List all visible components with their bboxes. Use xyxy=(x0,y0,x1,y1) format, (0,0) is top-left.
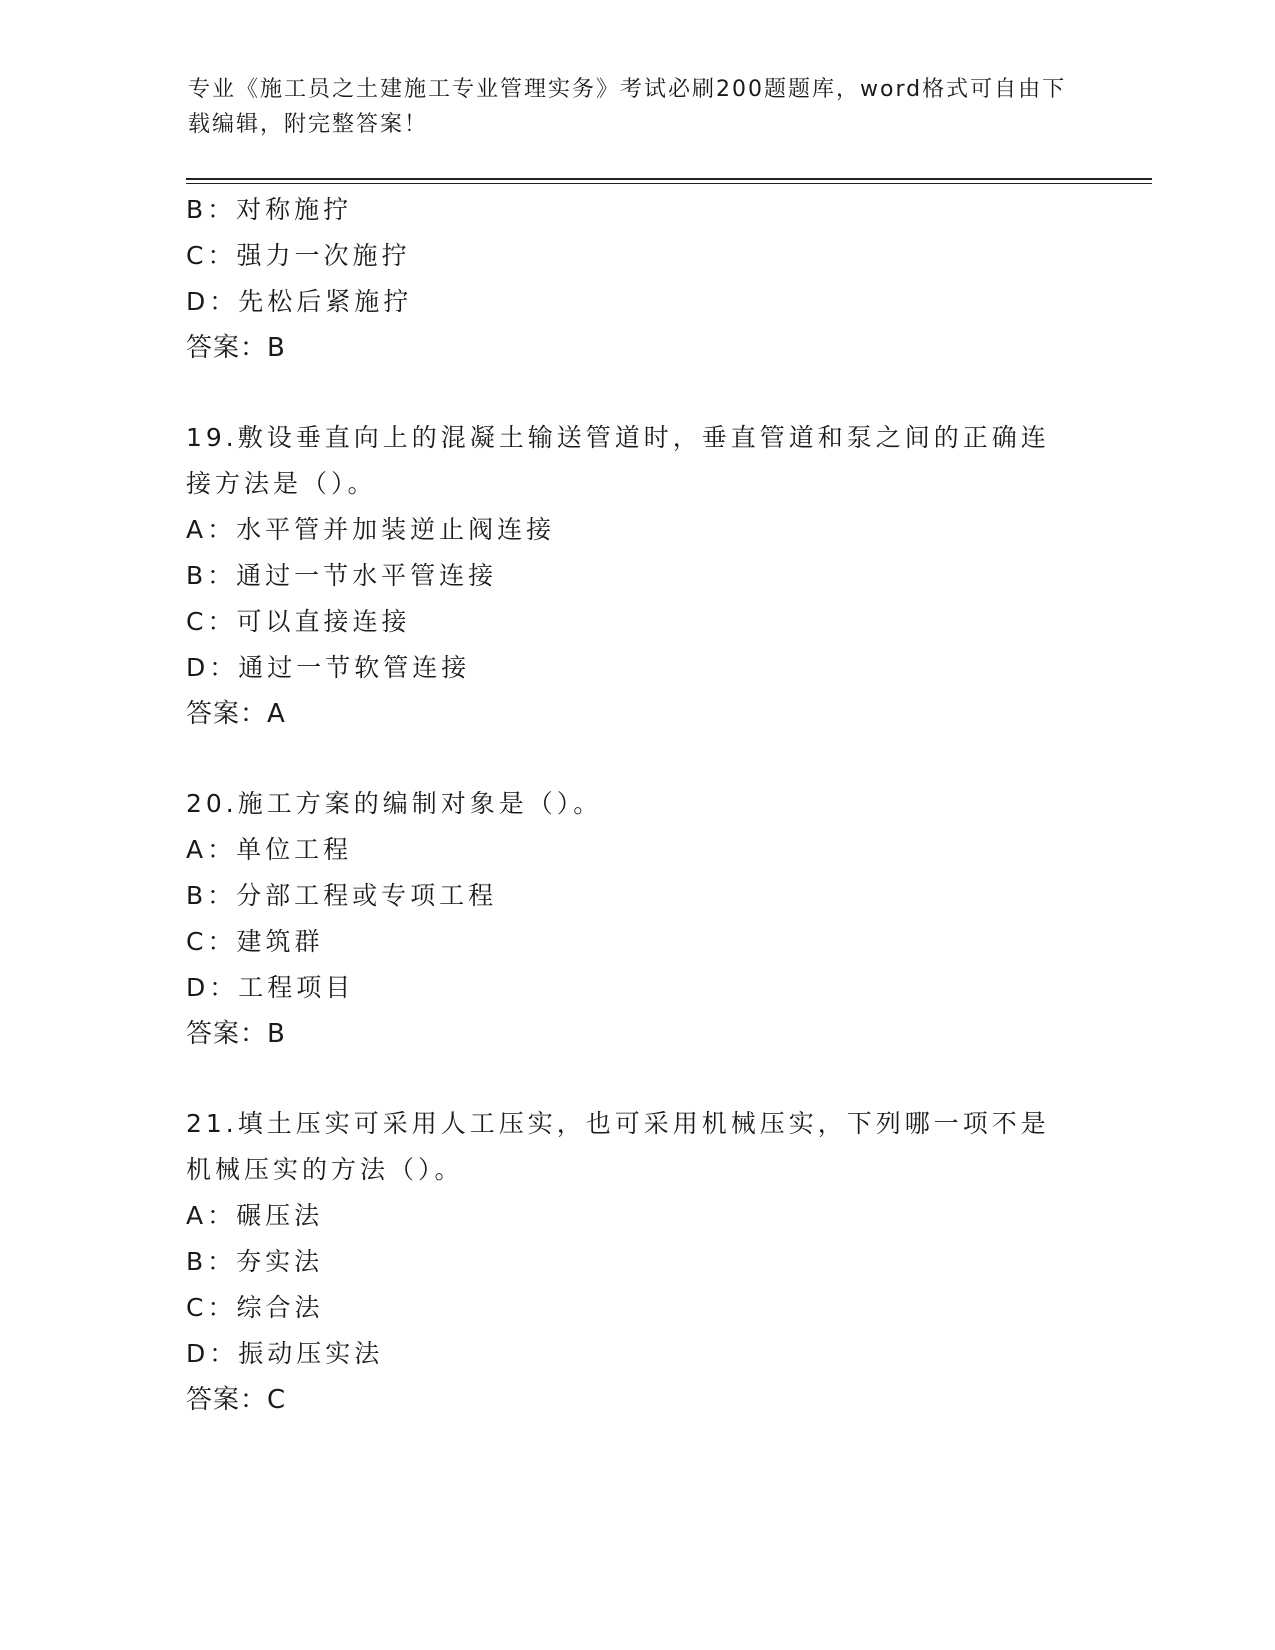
answer-line: 答案：C xyxy=(186,1385,287,1415)
question-20 xyxy=(186,781,1086,1057)
option-d: D：先松后紧施拧 xyxy=(186,287,413,316)
option-c: C：建筑群 xyxy=(186,927,324,956)
option-c: C：强力一次施拧 xyxy=(186,241,411,270)
option-c: C：可以直接连接 xyxy=(186,607,411,636)
option-b: B：分部工程或专项工程 xyxy=(186,881,498,910)
question-stem: 21.填土压实可采用人工压实，也可采用机械压实，下列哪一项不是机械压实的方法（）。 xyxy=(186,1109,1050,1184)
continued-question xyxy=(186,187,1086,371)
question-stem: 19.敷设垂直向上的混凝土输送管道时，垂直管道和泵之间的正确连接方法是（）。 xyxy=(186,423,1050,498)
option-a: A：单位工程 xyxy=(186,835,353,864)
option-c: C：综合法 xyxy=(186,1293,324,1322)
answer-line: 答案：A xyxy=(186,699,286,729)
document-body xyxy=(186,187,1086,1423)
option-b: B：通过一节水平管连接 xyxy=(186,561,498,590)
document-header: 专业《施工员之土建施工专业管理实务》考试必刷200题题库，word格式可自由下载编辑，附完整答案！ xyxy=(188,77,1067,137)
header-divider-thin xyxy=(186,183,1152,184)
option-d: D：工程项目 xyxy=(186,973,355,1002)
option-a: A：碾压法 xyxy=(186,1201,324,1230)
question-21 xyxy=(186,1101,1086,1423)
option-d: D：通过一节软管连接 xyxy=(186,653,471,682)
header-divider-thick xyxy=(186,178,1152,180)
answer-line: 答案：B xyxy=(186,1019,286,1049)
option-a: A：水平管并加装逆止阀连接 xyxy=(186,515,556,544)
question-stem: 20.施工方案的编制对象是（）。 xyxy=(186,789,603,818)
option-d: D：振动压实法 xyxy=(186,1339,384,1368)
option-b: B：夯实法 xyxy=(186,1247,324,1276)
question-19 xyxy=(186,415,1086,737)
answer-line: 答案：B xyxy=(186,333,286,363)
option-b: B：对称施拧 xyxy=(186,195,353,224)
